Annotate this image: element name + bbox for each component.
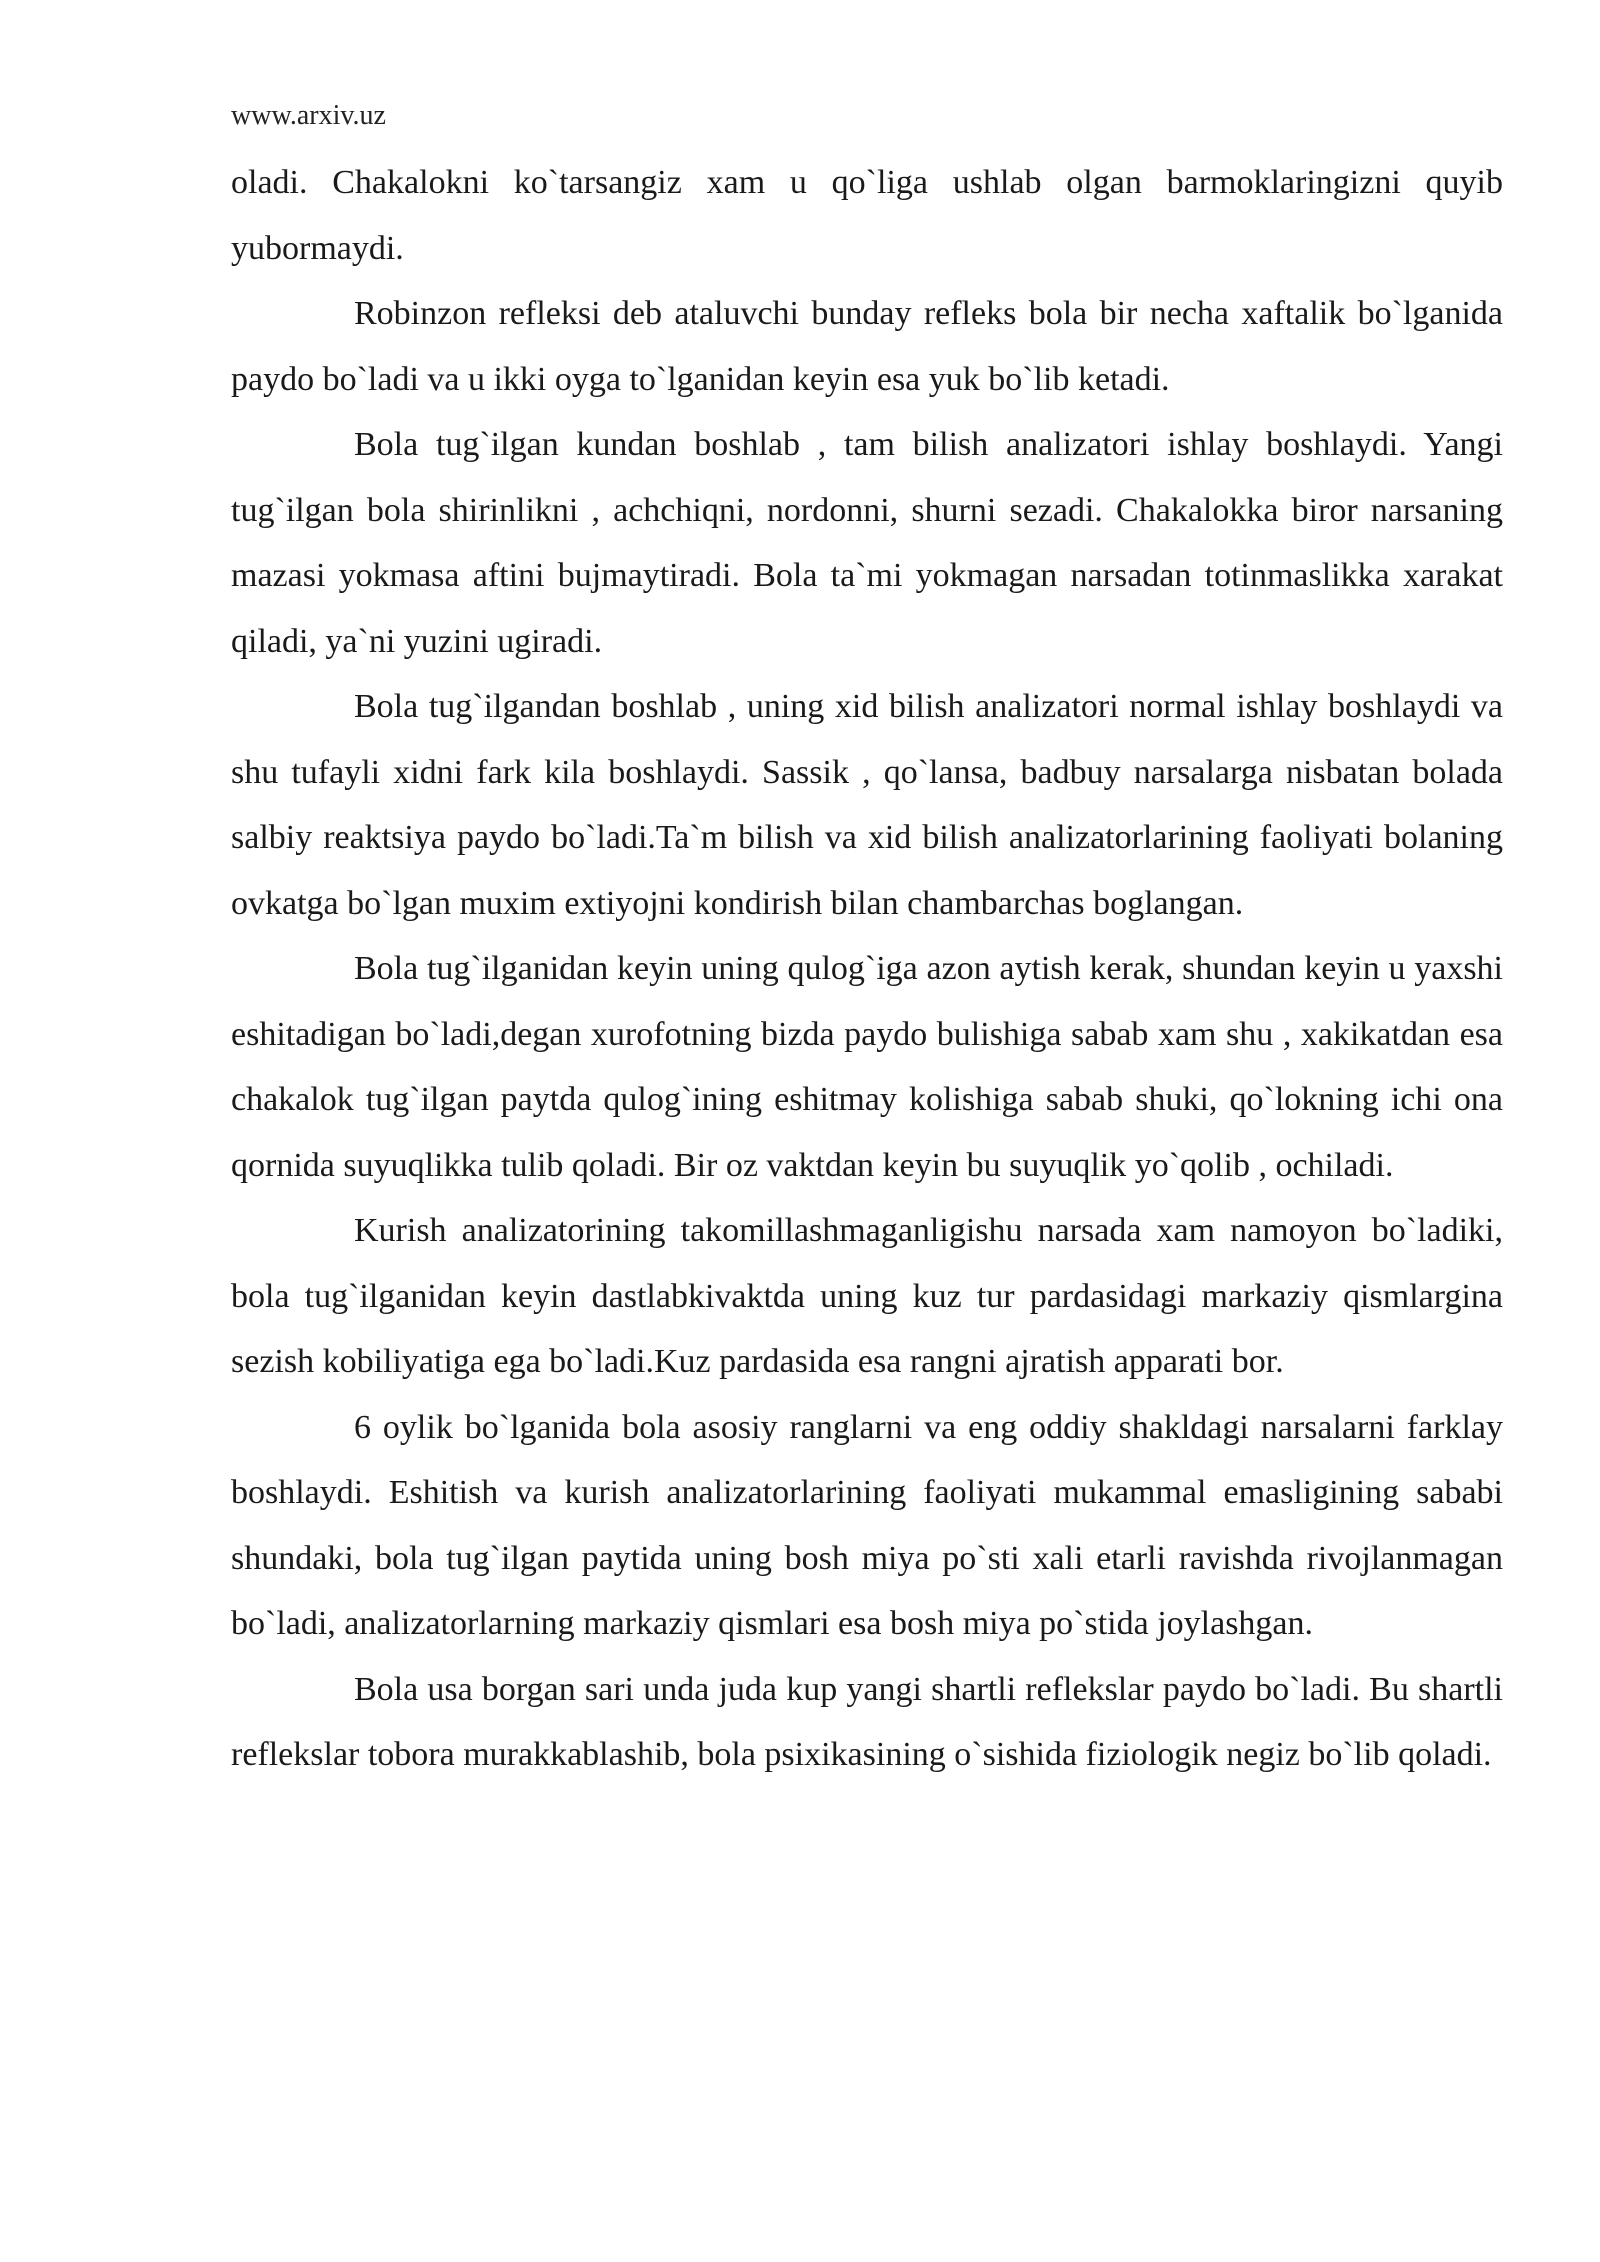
paragraph: 6 oylik bo`lganida bola asosiy ranglarni va eng oddiy shakldagi narsalarni farklay boshlaydi. Eshitish va kurish analizatorlarining faoliyati mukammal emasligining sababi shundaki, bola tug`ilgan paytida uning bosh miya po`sti xali etarli ravishda rivojlanmagan bo`ladi, analizatorlarning markaziy qismlari esa bosh miya po`stida joylashgan. bbox=[231, 1408, 1503, 1642]
paragraph: Bola usa borgan sari unda juda kup yangi shartli reflekslar paydo bo`ladi. Bu shartli reflekslar tobora murakkablashib, bola psixikasining o`sishida fiziologik negiz bo`lib qoladi. bbox=[231, 1670, 1503, 1773]
paragraph: Bola tug`ilgandan boshlab , uning xid bilish analizatori normal ishlay boshlaydi va shu tufayli xidni fark kila boshlaydi. Sassik , qo`lansa, badbuy narsalarga nisbatan bolada salbiy reaktsiya paydo bo`ladi.Ta`m bilish va xid bilish analizatorlarining faoliyati bolaning ovkatga bo`lgan muxim extiyojni kondirish bilan chambarchas boglangan. bbox=[231, 688, 1503, 922]
document-body bbox=[231, 150, 1503, 1788]
paragraph: Bola tug`ilgan kundan boshlab , tam bilish analizatori ishlay boshlaydi. Yangi tug`ilgan bola shirinlikni , achchiqni, nordonni, shurni sezadi. Chakalokka biror narsaning mazasi yokmasa aftini bujmaytiradi. Bola ta`mi yokmagan narsadan totinmaslikka xarakat qiladi, ya`ni yuzini ugiradi. bbox=[231, 426, 1503, 660]
paragraph-continuation: oladi. Chakalokni ko`tarsangiz xam u qo`liga ushlab olgan barmoklaringizni quyib yubormaydi. bbox=[231, 164, 1503, 267]
paragraph: Bola tug`ilganidan keyin uning qulog`iga azon aytish kerak, shundan keyin u yaxshi eshitadigan bo`ladi,degan xurofotning bizda paydo bulishiga sabab xam shu , xakikatdan esa chakalok tug`ilgan paytda qulog`ining eshitmay kolishiga sabab shuki, qo`lokning ichi ona qornida suyuqlikka tulib qoladi. Bir oz vaktdan keyin bu suyuqlik yo`qolib , ochiladi. bbox=[231, 950, 1503, 1184]
paragraph: Robinzon refleksi deb ataluvchi bunday refleks bola bir necha xaftalik bo`lganida paydo bo`ladi va u ikki oyga to`lganidan keyin esa yuk bo`lib ketadi. bbox=[231, 295, 1503, 398]
paragraph: Kurish analizatorining takomillashmaganligishu narsada xam namoyon bo`ladiki, bola tug`ilganidan keyin dastlabkivaktda uning kuz tur pardasidagi markaziy qismlargina sezish kobiliyatiga ega bo`ladi.Kuz pardasida esa rangni ajratish apparati bor. bbox=[231, 1212, 1503, 1380]
header-url: www.arxiv.uz bbox=[231, 100, 386, 131]
